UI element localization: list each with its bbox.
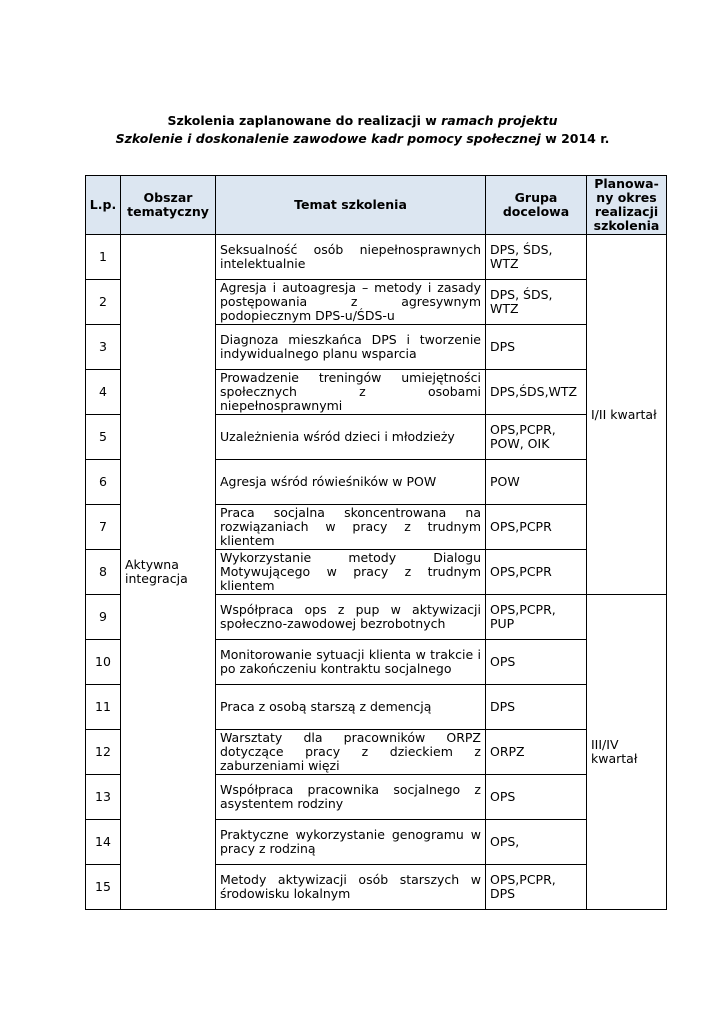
obszar-cell: Aktywna integracja (121, 235, 216, 910)
row-temat: Wykorzystanie metody Dialogu Motywującego w pracy z trudnym klientem (216, 550, 486, 595)
row-temat: Współpraca pracownika socjalnego z asystentem rodziny (216, 775, 486, 820)
row-lp: 15 (86, 865, 121, 910)
okres-cell-2: III/IV kwartał (587, 595, 667, 910)
row-lp: 8 (86, 550, 121, 595)
row-grupa: OPS,PCPR, DPS (486, 865, 587, 910)
row-grupa: OPS, (486, 820, 587, 865)
row-lp: 11 (86, 685, 121, 730)
title-line-2-italic: Szkolenie i doskonalenie zawodowe kadr pomocy społecznej (115, 131, 541, 146)
row-lp: 4 (86, 370, 121, 415)
row-grupa: DPS (486, 325, 587, 370)
row-temat: Uzależnienia wśród dzieci i młodzieży (216, 415, 486, 460)
row-temat: Agresja i autoagresja – metody i zasady postępowania z agresywnym podopiecznym DPS-u/ŚDS-u (216, 280, 486, 325)
table-header-row (86, 176, 667, 235)
row-lp: 10 (86, 640, 121, 685)
row-grupa: OPS,PCPR, PUP (486, 595, 587, 640)
title-line-2-bold: w 2014 r. (545, 131, 610, 146)
row-temat: Seksualność osób niepełnosprawnych intelektualnie (216, 235, 486, 280)
row-temat: Monitorowanie sytuacji klienta w trakcie i po zakończeniu kontraktu socjalnego (216, 640, 486, 685)
okres-cell-1: I/II kwartał (587, 235, 667, 595)
row-lp: 5 (86, 415, 121, 460)
header-lp: L.p. (86, 176, 121, 235)
row-grupa: DPS, ŚDS, WTZ (486, 280, 587, 325)
row-grupa: DPS,ŚDS,WTZ (486, 370, 587, 415)
row-temat: Prowadzenie treningów umiejętności społecznych z osobami niepełnosprawnymi (216, 370, 486, 415)
row-grupa: POW (486, 460, 587, 505)
title-line-1-italic: ramach projektu (441, 113, 558, 128)
document-title-line-2 (0, 130, 725, 148)
row-temat: Agresja wśród rówieśników w POW (216, 460, 486, 505)
row-grupa: OPS (486, 775, 587, 820)
row-temat: Warsztaty dla pracowników ORPZ dotyczące pracy z dzieckiem z zaburzeniami więzi (216, 730, 486, 775)
title-line-1-bold: Szkolenia zaplanowane do realizacji w (167, 113, 437, 128)
header-grupa: Grupa docelowa (486, 176, 587, 235)
row-lp: 7 (86, 505, 121, 550)
row-temat: Praca socjalna skoncentrowana na rozwiązaniach w pracy z trudnym klientem (216, 505, 486, 550)
row-temat: Diagnoza mieszkańca DPS i tworzenie indywidualnego planu wsparcia (216, 325, 486, 370)
row-temat: Praktyczne wykorzystanie genogramu w pracy z rodziną (216, 820, 486, 865)
row-grupa: ORPZ (486, 730, 587, 775)
row-temat: Praca z osobą starszą z demencją (216, 685, 486, 730)
training-plan-table (85, 175, 667, 910)
header-okres: Planowa-ny okres realizacji szkolenia (587, 176, 667, 235)
row-grupa: OPS,PCPR (486, 550, 587, 595)
row-lp: 13 (86, 775, 121, 820)
table-row (86, 235, 667, 280)
row-grupa: DPS (486, 685, 587, 730)
row-lp: 9 (86, 595, 121, 640)
row-lp: 2 (86, 280, 121, 325)
header-temat: Temat szkolenia (216, 176, 486, 235)
row-lp: 6 (86, 460, 121, 505)
row-temat: Współpraca ops z pup w aktywizacji społeczno-zawodowej bezrobotnych (216, 595, 486, 640)
row-temat: Metody aktywizacji osób starszych w środowisku lokalnym (216, 865, 486, 910)
row-lp: 12 (86, 730, 121, 775)
row-grupa: DPS, ŚDS, WTZ (486, 235, 587, 280)
row-grupa: OPS (486, 640, 587, 685)
row-lp: 1 (86, 235, 121, 280)
row-lp: 14 (86, 820, 121, 865)
row-lp: 3 (86, 325, 121, 370)
row-grupa: OPS,PCPR, POW, OIK (486, 415, 587, 460)
header-obszar: Obszar tematyczny (121, 176, 216, 235)
row-grupa: OPS,PCPR (486, 505, 587, 550)
document-title-line-1 (0, 112, 725, 130)
